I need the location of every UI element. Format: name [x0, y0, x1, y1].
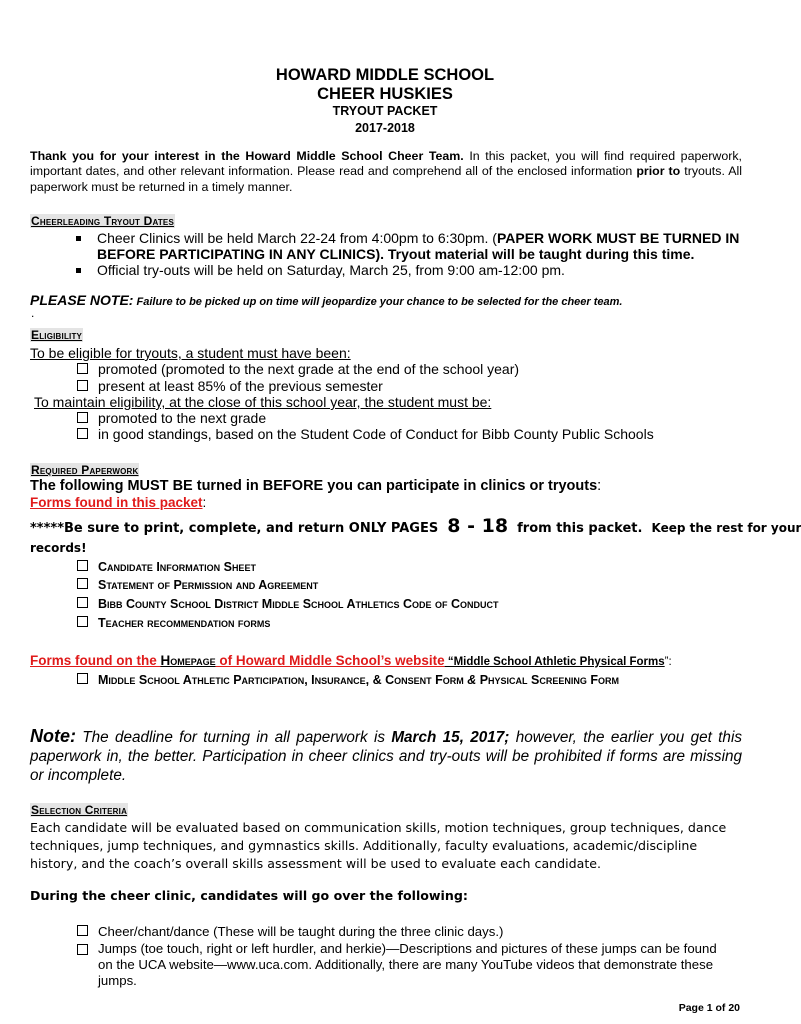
checkbox-icon: [77, 925, 88, 936]
year-title: 2017-2018: [355, 121, 415, 135]
dates-item-1: Cheer Clinics will be held March 22-24 from 4:00pm to 6:30pm. (PAPER WORK MUST BE TURNED IN: [76, 230, 746, 246]
team-title: CHEER HUSKIES: [317, 85, 453, 103]
paperwork-lead: The following MUST BE turned in BEFORE you can participate in clinics or tryouts:: [30, 478, 602, 494]
forms-in-packet-label: Forms found in this packet:: [30, 495, 207, 510]
eligibility-item-4: in good standings, based on the Student Code of Conduct for Bibb County Public Schools: [77, 426, 654, 442]
form-item-1: Candidate Information Sheet: [77, 558, 256, 576]
stray-dot: .: [31, 306, 35, 320]
clinic-item-1: Cheer/chant/dance (These will be taught during the three clinic days.): [77, 924, 737, 940]
dates-item-2: Official try-outs will be held on Saturday, March 25, from 9:00 am-12:00 pm.: [76, 262, 746, 278]
bullet-icon: [76, 236, 81, 241]
checkbox-icon: [77, 597, 88, 608]
dates-item-1-cont: BEFORE PARTICIPATING IN ANY CLINICS). Tryout material will be taught during this time.: [97, 246, 695, 262]
checkbox-icon: [77, 412, 88, 423]
checkbox-icon: [77, 944, 88, 955]
eligibility-heading: Eligibility: [31, 328, 83, 342]
paperwork-heading: Required Paperwork: [31, 463, 139, 477]
packet-title: TRYOUT PACKET: [332, 104, 438, 118]
checkbox-icon: [77, 428, 88, 439]
deadline-note: Note: The deadline for turning in all paperwork is March 15, 2017; however, the earlier you get this paperwork in, the better. Participation in cheer clinics and try-outs will be prohibited if forms are missing or incomplete.: [30, 726, 742, 784]
intro-paragraph: Thank you for your interest in the Howard Middle School Cheer Team. In this packet, you will find required paperwork, important dates, and other relevant information. Please read and comprehend all of the enclosed information prior to tryouts. All paperwork must be returned in a timely manner.: [30, 149, 742, 194]
clinic-item-2: Jumps (toe touch, right or left hurdler, and herkie)—Descriptions and pictures of these jumps can be found on the UCA website—www.uca.com. Additionally, there are many YouTube videos that demonstrate these jumps.: [77, 941, 717, 989]
checkbox-icon: [77, 380, 88, 391]
print-instructions: *****Be sure to print, complete, and return ONLY PAGES 8 - 18 from this packet. Keep the rest for your: [30, 515, 801, 537]
homepage-forms-label: Forms found on the Homepage of Howard Middle School’s website “Middle School Athletic Physical Forms”:: [30, 653, 672, 668]
please-note: PLEASE NOTE: Failure to be picked up on time will jeopardize your chance to be selected for the cheer team.: [30, 292, 623, 308]
form-item-3: Bibb County School District Middle School Athletics Code of Conduct: [77, 595, 499, 613]
eligibility-intro-2: To maintain eligibility, at the close of this school year, the student must be:: [34, 394, 492, 410]
homepage-form-item: Middle School Athletic Participation, Insurance, & Consent Form & Physical Screening Form: [77, 671, 619, 689]
dates-heading: Cheerleading Tryout Dates: [31, 214, 175, 228]
checkbox-icon: [77, 616, 88, 627]
checkbox-icon: [77, 578, 88, 589]
eligibility-item-2: present at least 85% of the previous semester: [77, 378, 383, 394]
form-item-2: Statement of Permission and Agreement: [77, 576, 318, 594]
page-number: Page 1 of 20: [678, 1002, 740, 1014]
eligibility-intro: To be eligible for tryouts, a student must have been:: [30, 345, 351, 361]
selection-heading: Selection Criteria: [31, 803, 128, 817]
selection-paragraph: Each candidate will be evaluated based on communication skills, motion techniques, group techniques, dance techniques, jump techniques, and gymnastics skills. Additionally, faculty evaluations, academic/discipline history, and the coach’s overall skills assessment will be used to evaluate each candidate.: [30, 820, 727, 871]
form-item-4: Teacher recommendation forms: [77, 614, 270, 632]
checkbox-icon: [77, 363, 88, 374]
print-instructions-cont: records!: [30, 541, 87, 555]
checkbox-icon: [77, 560, 88, 571]
eligibility-item-3: promoted to the next grade: [77, 410, 266, 426]
checkbox-icon: [77, 673, 88, 684]
clinic-intro: During the cheer clinic, candidates will go over the following:: [30, 888, 468, 903]
eligibility-item-1: promoted (promoted to the next grade at the end of the school year): [77, 361, 519, 377]
school-title: HOWARD MIDDLE SCHOOL: [275, 66, 495, 84]
bullet-icon: [76, 268, 81, 273]
